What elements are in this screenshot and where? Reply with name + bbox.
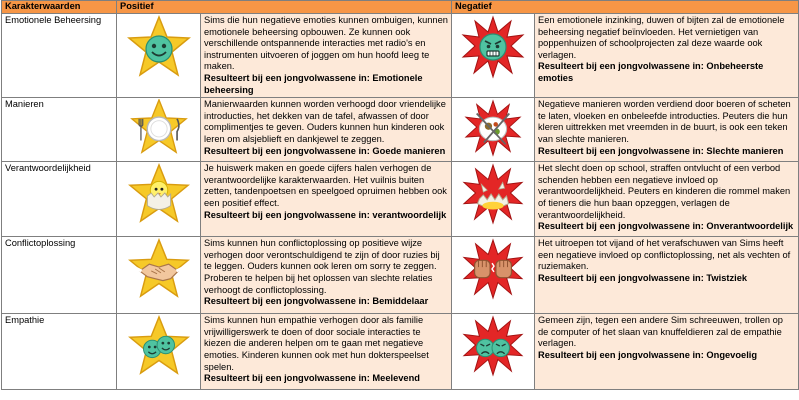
positive-result: Resulteert bij een jongvolwassene in: Meelevend <box>204 373 420 384</box>
positive-result: Resulteert bij een jongvolwassene in: Emotionele beheersing <box>204 72 423 95</box>
header-negative: Negatief <box>452 1 799 14</box>
negative-text: Het uitroepen tot vijand of het verafschuwen van Sims heeft een negatieve invloed op conflictoplossing, net als vechten of ruziemaken. <box>538 238 791 272</box>
positive-icon-cell <box>117 314 201 390</box>
negative-result: Resulteert bij een jongvolwassene in: Twistziek <box>538 272 748 283</box>
positive-description <box>201 237 452 314</box>
negative-description <box>535 162 799 237</box>
header-trait: Karakterwaarden <box>2 1 117 14</box>
table-row <box>2 314 799 390</box>
trait-name: Empathie <box>2 314 117 390</box>
smiling-star-icon <box>127 15 191 79</box>
negative-description <box>535 314 799 390</box>
positive-icon-cell <box>117 14 201 98</box>
header-row <box>2 1 799 14</box>
hatching-chick-star-icon <box>128 163 190 225</box>
trait-name: Verantwoordelijkheid <box>2 162 117 237</box>
two-faces-star-icon <box>128 315 190 377</box>
positive-description <box>201 14 452 98</box>
negative-icon-cell <box>452 162 535 237</box>
negative-result: Resulteert bij een jongvolwassene in: Onverantwoordelijk <box>538 221 794 232</box>
negative-icon-cell <box>452 98 535 162</box>
positive-text: Je huiswerk maken en goede cijfers halen verhogen de verantwoordelijke karakterwaarden. Het vuilnis buiten zetten, tandenpoetsen en speelgoed opruimen hebben ook een positief effect. <box>204 163 447 208</box>
fists-burst-icon <box>462 238 524 300</box>
positive-result: Resulteert bij een jongvolwassene in: Goede manieren <box>204 145 446 156</box>
table-row <box>2 237 799 314</box>
positive-icon-cell <box>117 162 201 237</box>
trait-name: Emotionele Beheersing <box>2 14 117 98</box>
negative-description <box>535 98 799 162</box>
positive-icon-cell <box>117 98 201 162</box>
positive-description <box>201 162 452 237</box>
positive-text: Sims kunnen hun conflictoplossing op positieve wijze verhogen door verontschuldigend te zijn of door ruzies bij te leggen. Ouders kunnen ook leren om sorry te zeggen. Proberen te helpen bij het oplossen van slechte relaties verhoogt de conflictoplossing. <box>204 238 440 295</box>
negative-text: Een emotionele inzinking, duwen of bijten zal de emotionele beheersing negatief beïnvloeden. Het vernietigen van poppenhuizen of schoolprojecten zal deze waarde ook verlagen. <box>538 15 785 60</box>
negative-text: Het slecht doen op school, straffen ontvlucht of een verbod schenden hebben een negatieve invloed op verantwoordelijkheid. Peuters en kinderen die rommel maken of tieners die hun baan opzeggen, verlagen de verantwoordelijkheid. <box>538 163 791 220</box>
table-row <box>2 14 799 98</box>
negative-text: Negatieve manieren worden verdiend door boeren of scheten te laten, vloeken en onbeleefde introducties. Peuters die hun kleren uittrekken met vreemden in de buurt, is ook een teken van slechte manieren. <box>538 99 791 144</box>
trait-name: Conflictoplossing <box>2 237 117 314</box>
negative-result: Resulteert bij een jongvolwassene in: Onbeheerste emoties <box>538 61 764 83</box>
negative-result: Resulteert bij een jongvolwassene in: Ongevoelig <box>538 349 758 360</box>
messy-plate-burst-icon <box>464 99 522 157</box>
positive-result: Resulteert bij een jongvolwassene in: Bemiddelaar <box>204 296 429 307</box>
header-positive: Positief <box>117 1 452 14</box>
negative-icon-cell <box>452 314 535 390</box>
angry-burst-icon <box>461 15 525 79</box>
table-row <box>2 162 799 237</box>
negative-description <box>535 237 799 314</box>
positive-text: Manierwaarden kunnen worden verhoogd door vriendelijke introducties, het dekken van de tafel, afwassen of door complimentjes te geven. Ouders kunnen hun kinderen ook leren om alsjeblieft en dankjewel te zeggen. <box>204 99 446 144</box>
negative-icon-cell <box>452 14 535 98</box>
positive-description <box>201 314 452 390</box>
character-values-table <box>1 0 799 390</box>
positive-description <box>201 98 452 162</box>
positive-text: Sims kunnen hun empathie verhogen door als familie vrijwilligerswerk te doen of door sociale interacties te kiezen die anderen helpen om te gaan met negatieve emoties. Kinderen kunnen ook met hun dokterspeelset spelen. <box>204 315 429 372</box>
negative-icon-cell <box>452 237 535 314</box>
negative-text: Gemeen zijn, tegen een andere Sim schreeuwen, trollen op de computer of het slaan van knuffeldieren zal de empathie verlagen. <box>538 315 783 349</box>
positive-result: Resulteert bij een jongvolwassene in: verantwoordelijk <box>204 209 447 220</box>
trait-name: Manieren <box>2 98 117 162</box>
broken-egg-burst-icon <box>462 163 524 225</box>
positive-icon-cell <box>117 237 201 314</box>
handshake-star-icon <box>128 238 190 300</box>
place-setting-star-icon <box>130 99 188 155</box>
negative-description <box>535 14 799 98</box>
table-row <box>2 98 799 162</box>
sad-faces-burst-icon <box>462 315 524 377</box>
positive-text: Sims die hun negatieve emoties kunnen ombuigen, kunnen emotionele beheersing opbouwen. Ze kunnen ook verschillende ontspannende interacties met radio's en instrumenten uitvoeren of joggen om hun hoofd leeg te maken. <box>204 15 448 72</box>
negative-result: Resulteert bij een jongvolwassene in: Slechte manieren <box>538 145 784 156</box>
